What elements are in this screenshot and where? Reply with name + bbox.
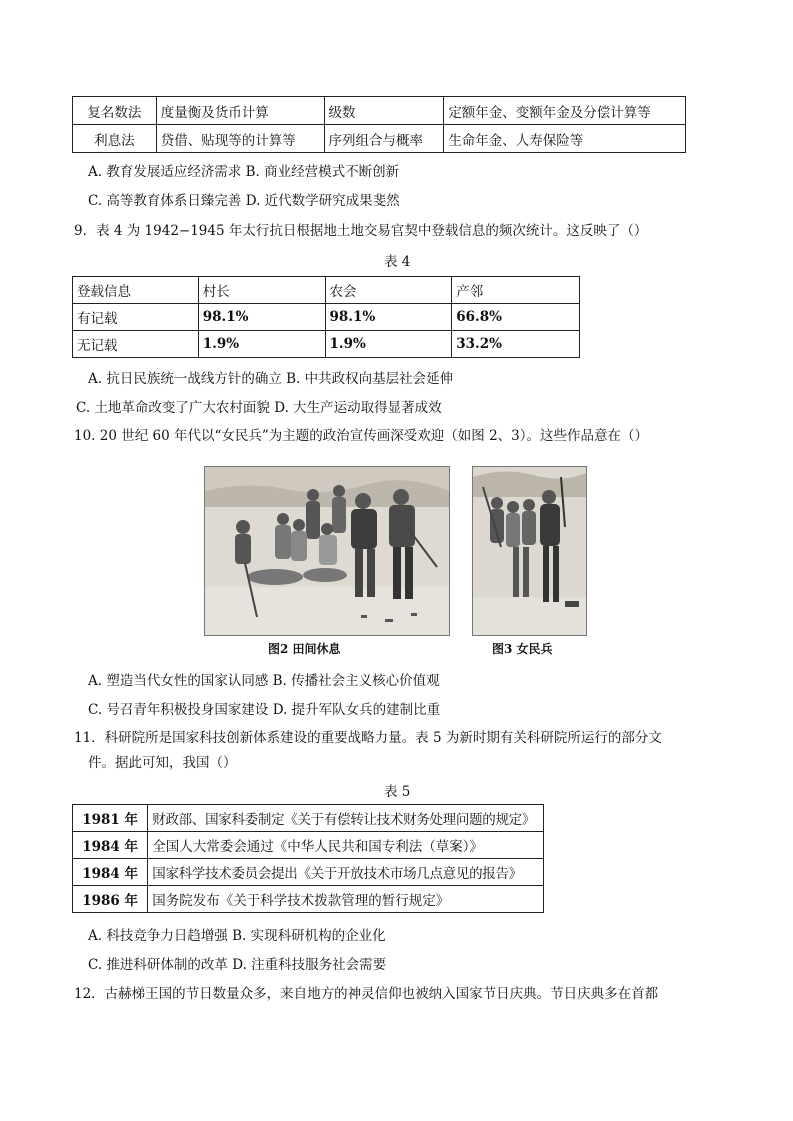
table-cell: 利息法 — [73, 125, 157, 153]
q11-stem-line2: 件。据此可知，我国（） — [88, 755, 237, 771]
q9-options-ab: A. 抗日民族统一战线方针的确立 B. 中共政权向基层社会延伸 — [88, 371, 454, 387]
table-cell: 1984 年 — [73, 859, 148, 886]
table-cell: 无记载 — [73, 331, 199, 358]
militia-women-illustration — [473, 467, 586, 635]
table-cell: 序列组合与概率 — [324, 125, 444, 153]
q10-options-cd: C. 号召青年积极投身国家建设 D. 提升军队女兵的建制比重 — [88, 702, 441, 718]
q11-options-cd: C. 推进科研体制的改革 D. 注重科技服务社会需要 — [88, 957, 387, 973]
q9-stem: 9．表 4 为 1942−1945 年太行抗日根据地土地交易官契中登载信息的频次统计。这反映了（） — [74, 223, 648, 239]
table-header-cell: 村长 — [198, 277, 325, 304]
figure-2-image — [204, 466, 450, 636]
q9-options-cd: C. 土地革命改变了广大农村面貌 D. 大生产运动取得显著成效 — [76, 400, 442, 416]
table-cell: 定额年金、变额年金及分偿计算等 — [444, 97, 686, 125]
top-table — [72, 96, 686, 153]
table-cell: 国务院发布《关于科学技术拨款管理的暂行规定》 — [148, 886, 544, 913]
table-cell: 66.8% — [452, 304, 580, 331]
table-header-cell: 登载信息 — [73, 277, 199, 304]
q9-table — [72, 276, 580, 358]
table-cell: 1986 年 — [73, 886, 148, 913]
figure-2-caption: 图2 田间休息 — [268, 642, 341, 656]
table-cell: 1.9% — [325, 331, 452, 358]
table-row — [73, 832, 544, 859]
q10-stem: 10. 20 世纪 60 年代以“女民兵”为主题的政治宣传画深受欢迎（如图 2、3）。这些作品意在（） — [74, 428, 649, 444]
table-row — [73, 805, 544, 832]
table-header-cell: 农会 — [325, 277, 452, 304]
q9-table-title: 表 4 — [384, 254, 411, 270]
table-cell: 生命年金、人寿保险等 — [444, 125, 686, 153]
q11-table-title: 表 5 — [384, 784, 411, 800]
figure-3-caption: 图3 女民兵 — [492, 642, 553, 656]
table-row — [73, 125, 686, 153]
table-cell: 国家科学技术委员会提出《关于开放技术市场几点意见的报告》 — [148, 859, 544, 886]
q11-stem-line1: 11．科研院所是国家科技创新体系建设的重要战略力量。表 5 为新时期有关科研院所运行的部分文 — [74, 730, 662, 746]
q11-options-ab: A. 科技竞争力日趋增强 B. 实现科研机构的企业化 — [88, 928, 386, 944]
table-row — [73, 304, 580, 331]
q8-options-cd: C. 高等教育体系日臻完善 D. 近代数学研究成果斐然 — [88, 193, 400, 209]
table-cell: 1981 年 — [73, 805, 148, 832]
table-cell: 1984 年 — [73, 832, 148, 859]
table-header-cell: 产邻 — [452, 277, 580, 304]
field-rest-illustration — [205, 467, 449, 635]
table-row — [73, 859, 544, 886]
table-cell: 财政部、国家科委制定《关于有偿转让技术财务处理问题的规定》 — [148, 805, 544, 832]
table-cell: 度量衡及货币计算 — [156, 97, 324, 125]
table-cell: 全国人大常委会通过《中华人民共和国专利法（草案）》 — [148, 832, 544, 859]
q8-options-ab: A. 教育发展适应经济需求 B. 商业经营模式不断创新 — [88, 164, 400, 180]
table-cell: 33.2% — [452, 331, 580, 358]
table-cell: 有记载 — [73, 304, 199, 331]
table-cell: 复名数法 — [73, 97, 157, 125]
figure-3-image — [472, 466, 587, 636]
table-row — [73, 97, 686, 125]
table-row — [73, 886, 544, 913]
table-header-row — [73, 277, 580, 304]
table-cell: 贷借、贴现等的计算等 — [156, 125, 324, 153]
table-cell: 98.1% — [325, 304, 452, 331]
q12-stem-line1: 12．古赫梯王国的节日数量众多，来自地方的神灵信仰也被纳入国家节日庆典。节日庆典多在首都 — [74, 986, 659, 1002]
table-cell: 1.9% — [198, 331, 325, 358]
q10-options-ab: A. 塑造当代女性的国家认同感 B. 传播社会主义核心价值观 — [88, 673, 440, 689]
table-row — [73, 331, 580, 358]
table-cell: 98.1% — [198, 304, 325, 331]
table-cell: 级数 — [324, 97, 444, 125]
q11-table — [72, 804, 544, 913]
